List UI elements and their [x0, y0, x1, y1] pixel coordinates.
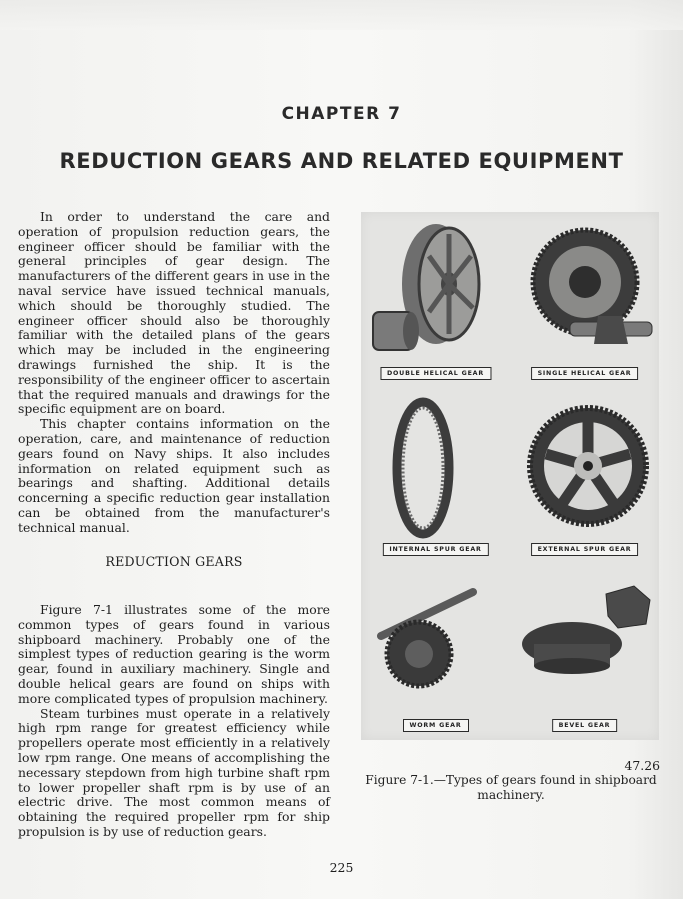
bevel-gear-illustration	[510, 564, 659, 740]
internal-spur-gear-illustration	[361, 388, 510, 564]
label-double-helical-gear: DOUBLE HELICAL GEAR	[380, 367, 491, 380]
label-worm-gear: WORM GEAR	[403, 719, 469, 732]
chapter-title: REDUCTION GEARS AND RELATED EQUIPMENT	[59, 149, 624, 173]
external-spur-gear-illustration	[510, 388, 659, 564]
figure-code: 47.26	[624, 758, 660, 773]
label-external-spur-gear: EXTERNAL SPUR GEAR	[531, 543, 639, 556]
figure-cell-double-helical	[361, 212, 510, 388]
figure-7-1	[361, 212, 659, 740]
page-number: 225	[329, 860, 354, 875]
figure-cell-worm	[361, 564, 510, 740]
section-paragraph: Figure 7-1 illustrates some of the more common types of gears found in various shipboard machinery. Probably one of the simplest types of reduction gearing is the worm gear, found in auxiliary machinery. Single and double helical gears are found on ships with more complicated types of propulsion machinery.	[18, 602, 330, 706]
figure-cell-external-spur	[510, 388, 659, 564]
section-text	[18, 603, 330, 840]
intro-text	[18, 210, 330, 536]
section-heading: REDUCTION GEARS	[105, 554, 243, 569]
label-internal-spur-gear: INTERNAL SPUR GEAR	[382, 543, 488, 556]
figure-caption: Figure 7-1.—Types of gears found in shipboard machinery.	[365, 773, 657, 802]
bleed-through-header	[0, 0, 683, 30]
double-helical-gear-illustration	[361, 212, 510, 388]
figure-cell-bevel	[510, 564, 659, 740]
label-bevel-gear: BEVEL GEAR	[552, 719, 618, 732]
figure-cell-single-helical	[510, 212, 659, 388]
worm-gear-illustration	[361, 564, 510, 740]
intro-paragraph: This chapter contains information on the operation, care, and maintenance of reduction gears found on Navy ships. It also includes information on related equipment such as bearings and shafting. Additional details concerning a specific reduction gear installation can be obtained from the manufacturer's technical manual.	[18, 416, 330, 535]
chapter-number: CHAPTER 7	[281, 104, 402, 124]
single-helical-gear-illustration	[510, 212, 659, 388]
intro-paragraph: In order to understand the care and operation of propulsion reduction gears, the engineer officer should be familiar with the general principles of gear design. The manufacturers of the different gears in use in the naval service have issued technical manuals, which should be thoroughly studied. The engineer officer should also be thoroughly familiar with the detailed plans of the gears which may be included in the engineering drawings furnished the ship. It is the responsibility of the engineer officer to ascertain that the required manuals and drawings for the specific equipment are on board.	[18, 209, 330, 417]
section-paragraph: Steam turbines must operate in a relatively high rpm range for greatest efficiency while propellers operate most efficiently in a relatively low rpm range. One means of accomplishing the necessary stepdown from high turbine shaft rpm to lower propeller shaft rpm is by use of an electric drive. The most common means of obtaining the required propeller rpm for ship propulsion is by use of reduction gears.	[18, 705, 330, 839]
label-single-helical-gear: SINGLE HELICAL GEAR	[531, 367, 639, 380]
figure-cell-internal-spur	[361, 388, 510, 564]
